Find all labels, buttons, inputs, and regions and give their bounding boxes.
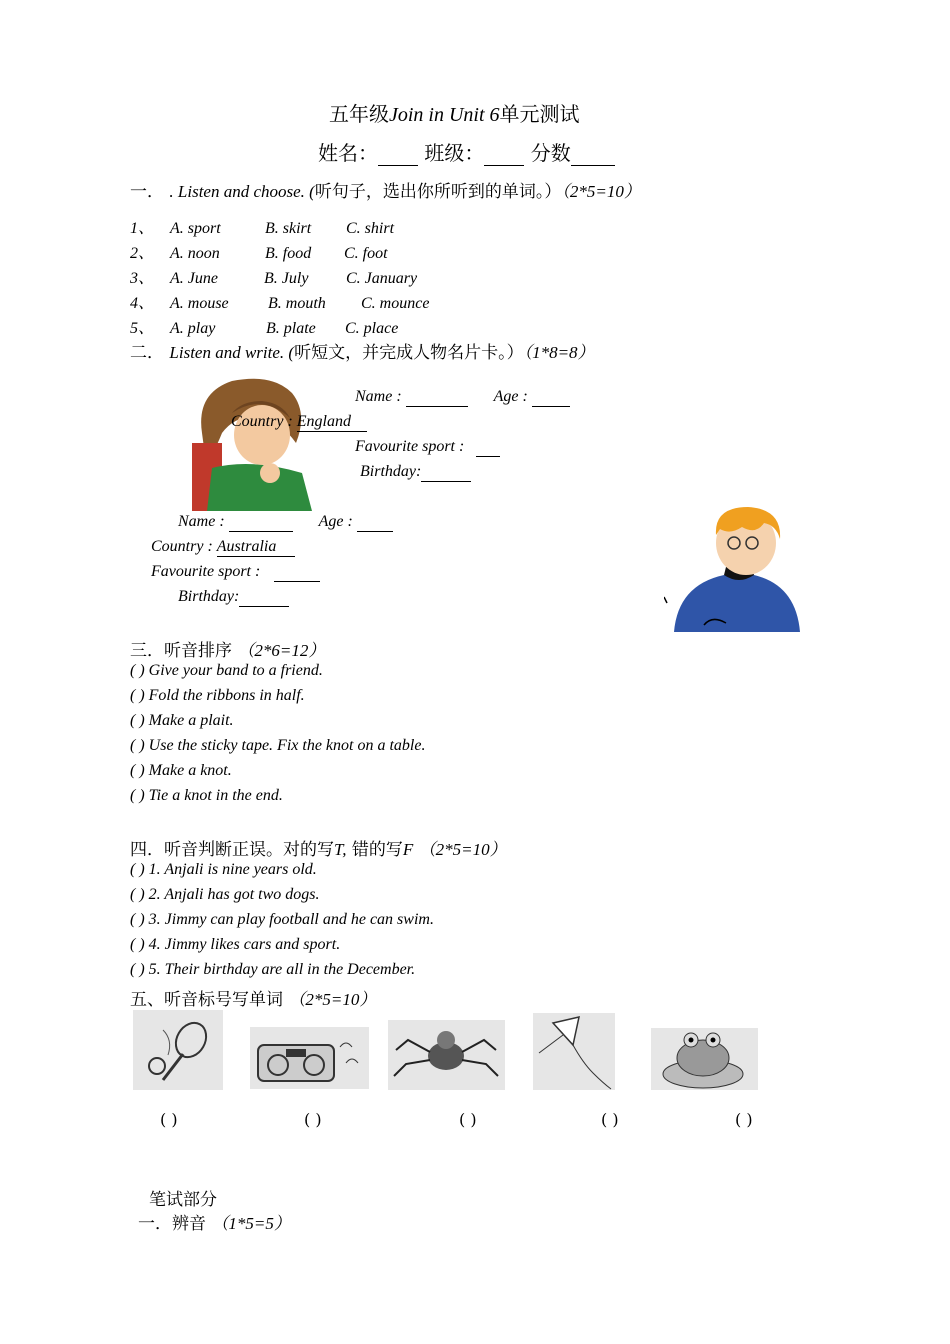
card2-country-label: Country :: [151, 538, 217, 555]
order-item-4: ( ) Use the sticky tape. Fix the knot on a table.: [130, 737, 426, 754]
choice-number: 1、: [130, 220, 155, 237]
choice-number: 3、: [130, 270, 155, 287]
card1-birthday-blank[interactable]: [421, 463, 471, 482]
class-blank[interactable]: [484, 141, 524, 166]
answer-blank-3[interactable]: ( ): [459, 1110, 477, 1129]
section-2-number: 二．: [130, 343, 164, 363]
option-b: B. mouth: [268, 295, 326, 312]
option-a: A. sport: [170, 220, 221, 237]
option-b: B. July: [264, 270, 309, 287]
option-a: A. play: [170, 320, 216, 337]
choice-row-2: [130, 240, 388, 263]
tf-item-2: ( ) 2. Anjali has got two dogs.: [130, 886, 320, 903]
choice-row-5: [130, 315, 398, 338]
title-suffix: 单元测试: [499, 102, 580, 126]
section-2-chinese: 听短文，并完成人物名片卡。）: [294, 343, 524, 363]
section-5-title: 五、听音标号写单词: [130, 990, 283, 1010]
card2-birthday-label: Birthday:: [178, 588, 240, 605]
card1-birthday: [360, 463, 471, 482]
frog-picture: [651, 1028, 758, 1090]
card2-birthday: [178, 588, 289, 607]
section-2-english: Listen and write. (: [169, 343, 295, 362]
card1-age-label: Age :: [493, 388, 532, 405]
card2-country-value: Australia: [217, 538, 295, 557]
section-4-title-b: 错的写: [351, 840, 403, 860]
card2-country: [151, 538, 295, 557]
card1-birthday-label: Birthday:: [360, 463, 422, 480]
written-part-title: 笔试部分: [149, 1190, 217, 1210]
card2-age-blank[interactable]: [357, 513, 393, 532]
card1-age-blank[interactable]: [532, 388, 570, 407]
card1-name-age: [355, 388, 570, 407]
girl-illustration: [192, 373, 312, 511]
card2-sport-label: Favourite sport :: [151, 563, 265, 580]
title-unit: Join in Unit 6: [389, 104, 500, 126]
card2-name-blank[interactable]: [229, 513, 293, 532]
section-4-true-mark: T,: [334, 840, 347, 859]
section-1-chinese: 听句子，选出你所听到的单词。）: [314, 182, 562, 202]
choice-number: 5、: [130, 320, 155, 337]
choice-row-1: [130, 215, 394, 238]
order-item-5: ( ) Make a knot.: [130, 762, 232, 779]
option-c: C. January: [346, 270, 418, 287]
option-b: B. plate: [266, 320, 316, 337]
spider-picture: [388, 1020, 505, 1090]
section-4-false-mark: F: [402, 840, 414, 859]
tf-item-4: ( ) 4. Jimmy likes cars and sport.: [130, 936, 341, 953]
kite-picture: [533, 1013, 615, 1090]
answer-blank-1[interactable]: ( ): [160, 1110, 178, 1129]
order-item-3: ( ) Make a plait.: [130, 712, 234, 729]
section-5-heading: [130, 985, 376, 1010]
answer-blank-5[interactable]: ( ): [735, 1110, 753, 1129]
option-c: C. foot: [344, 245, 388, 262]
card1-country-label: Country :: [231, 413, 297, 430]
card1-country: [231, 413, 367, 432]
option-b: B. food: [265, 245, 312, 262]
section-4-title-a: 四．听音判断正误。对的写: [130, 840, 334, 860]
tf-item-3: ( ) 3. Jimmy can play football and he can swim.: [130, 911, 434, 928]
section-1-number: 一．: [130, 182, 164, 202]
radio-picture: [250, 1027, 369, 1089]
answer-blank-2[interactable]: ( ): [304, 1110, 322, 1129]
card1-name-blank[interactable]: [406, 388, 468, 407]
card2-birthday-blank[interactable]: [239, 588, 289, 607]
section-2-heading: [130, 338, 595, 363]
score-label: 分数: [530, 141, 571, 165]
card2-sport: [151, 563, 320, 582]
racket-picture: [133, 1010, 223, 1090]
card2-age-label: Age :: [318, 513, 357, 530]
order-item-2: ( ) Fold the ribbons in half.: [130, 687, 305, 704]
section-1-heading: [130, 177, 641, 202]
card1-sport-blank[interactable]: [476, 438, 500, 457]
student-info-line: [318, 137, 615, 166]
option-a: A. mouse: [170, 295, 229, 312]
class-label: 班级：: [424, 141, 485, 165]
tf-item-5: ( ) 5. Their birthday are all in the December.: [130, 961, 416, 978]
section-5-score: （2*5=10）: [288, 990, 377, 1009]
section-3-score: （2*6=12）: [237, 641, 326, 660]
choice-row-4: [130, 290, 429, 313]
card2-name-age: [178, 513, 393, 532]
score-blank[interactable]: [571, 141, 615, 166]
section-1-english: . Listen and choose. (: [169, 182, 315, 201]
section-3-heading: [130, 636, 325, 661]
boy-illustration: [664, 505, 804, 632]
card1-country-value: England: [297, 413, 367, 432]
card2-name-label: Name :: [178, 513, 229, 530]
card1-name-label: Name :: [355, 388, 406, 405]
option-c: C. shirt: [346, 220, 395, 237]
order-item-6: ( ) Tie a knot in the end.: [130, 787, 283, 804]
answer-blank-4[interactable]: ( ): [601, 1110, 619, 1129]
written-q1-score: （1*5=5）: [211, 1214, 291, 1233]
name-label: 姓名：: [318, 141, 378, 165]
page-title: [329, 98, 580, 127]
written-q1-title: 一．辨音: [138, 1214, 206, 1234]
name-blank[interactable]: [378, 141, 418, 166]
section-1-score: （2*5=10）: [561, 182, 641, 201]
card2-sport-blank[interactable]: [274, 563, 320, 582]
option-c: C. place: [345, 320, 399, 337]
section-4-heading: [130, 835, 507, 860]
title-prefix: 五年级: [329, 102, 389, 126]
choice-number: 2、: [130, 245, 155, 262]
option-a: A. noon: [170, 245, 220, 262]
tf-item-1: ( ) 1. Anjali is nine years old.: [130, 861, 317, 878]
section-4-score: （2*5=10）: [418, 840, 507, 859]
option-c: C. mounce: [361, 295, 430, 312]
section-3-title: 三．听音排序: [130, 641, 232, 661]
option-b: B. skirt: [265, 220, 312, 237]
choice-number: 4、: [130, 295, 155, 312]
section-2-score: （1*8=8）: [523, 343, 595, 362]
written-q1-heading: [138, 1209, 291, 1234]
card1-sport-label: Favourite sport :: [355, 438, 469, 455]
option-a: A. June: [170, 270, 218, 287]
card1-sport: [355, 438, 500, 457]
choice-row-3: [130, 265, 417, 288]
order-item-1: ( ) Give your band to a friend.: [130, 662, 323, 679]
